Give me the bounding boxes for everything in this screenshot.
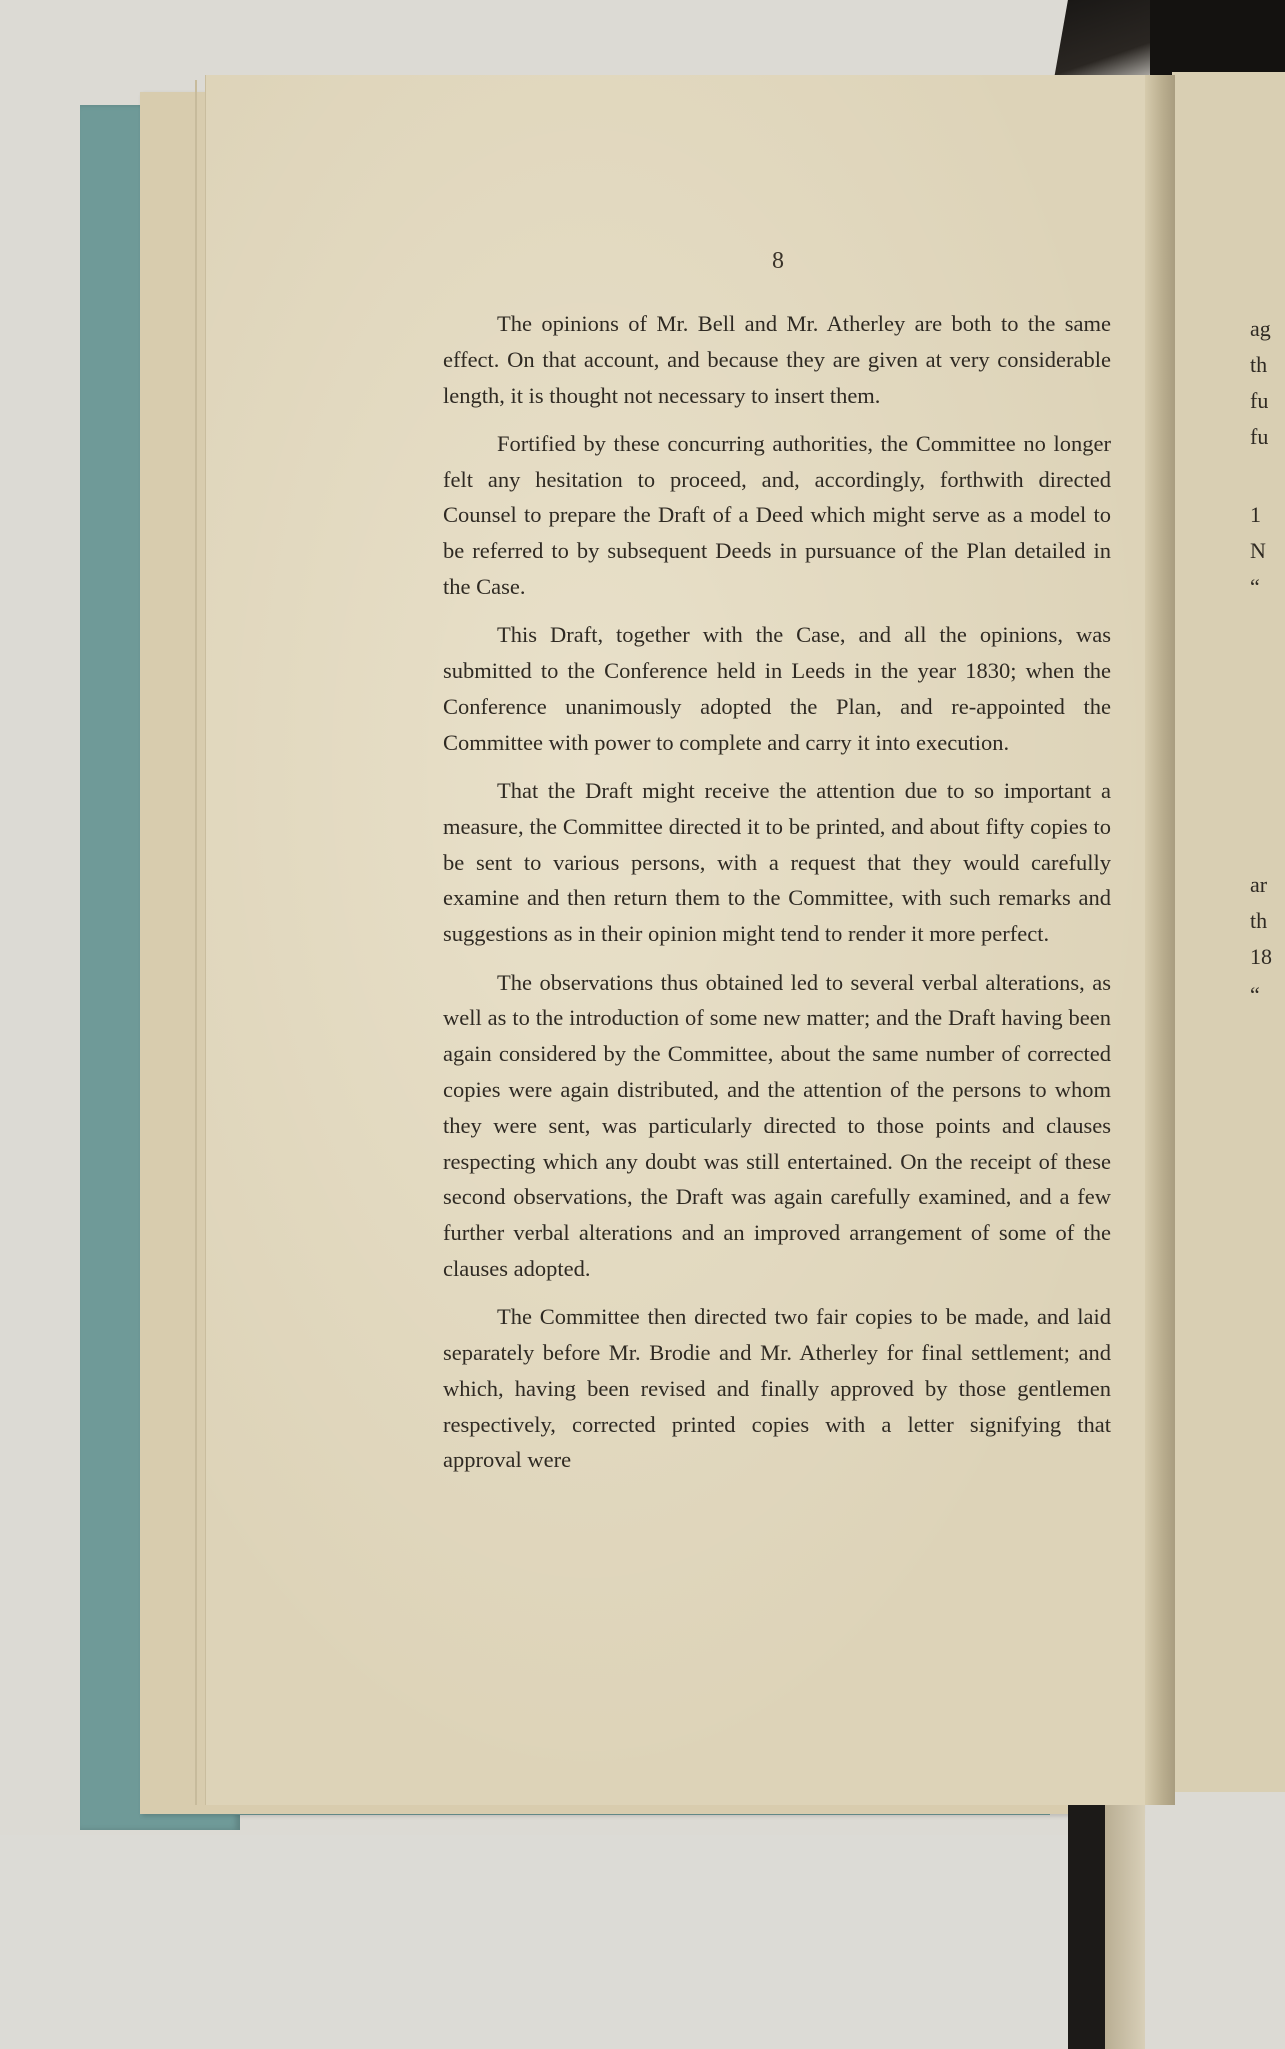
paragraph: That the Draft might receive the attention due to so important a measure, the Committee directed it to be printed, and about fifty copies to be sent to various persons, with a request that they would carefully examine and then return them to the Committee, with such remarks and suggestions as in their opinion might tend to render it more perfect. xyxy=(443,778,1111,947)
scanner-background xyxy=(0,1835,1068,2049)
paragraph: The Committee then directed two fair copies to be made, and laid separately before Mr. Brodie and Mr. Atherley for final settlement; and which, having been revised and finally approved by those gentlemen respectively, corrected printed copies with a letter signifying that approval were xyxy=(443,1304,1111,1473)
page-tab-strip xyxy=(1105,1790,1145,2049)
page-number: 8 xyxy=(772,248,784,274)
facing-page-fragment: th xyxy=(1250,352,1268,377)
paragraph: This Draft, together with the Case, and all the opinions, was submitted to the Conference held in Leeds in the year 1830; when the Conference unanimously adopted the Plan, and re-appointed the Committee with power to complete and carry it into execution. xyxy=(443,622,1111,755)
facing-page-fragment: 18 xyxy=(1250,944,1272,969)
facing-page-fragment: fu xyxy=(1250,424,1269,449)
facing-page-fragment: th xyxy=(1250,908,1268,933)
facing-page-fragment: ag xyxy=(1250,316,1271,341)
facing-page-fragment: 1 xyxy=(1250,502,1261,527)
facing-page-fragment: “ xyxy=(1250,574,1260,599)
book-gutter xyxy=(1145,75,1175,1805)
page-body-text xyxy=(443,306,1111,1491)
paragraph: The observations thus obtained led to several verbal alterations, as well as to the introduction of some new matter; and the Draft having been again considered by the Committee, about the same number of corrected copies were again distributed, and the attention of the persons to whom they were sent, was particularly directed to those points and clauses respecting which any doubt was still entertained. On the receipt of these second observations, the Draft was again carefully examined, and a few further verbal alterations and an improved arrangement of some of the clauses adopted. xyxy=(443,969,1111,1281)
facing-page-fragment: fu xyxy=(1250,388,1269,413)
facing-page-fragment: ar xyxy=(1250,872,1268,897)
paragraph: The opinions of Mr. Bell and Mr. Atherley are both to the same effect. On that account, and because they are given at very considerable length, it is thought not necessary to insert them. xyxy=(443,311,1111,408)
facing-page-fragment: N xyxy=(1250,538,1266,563)
facing-page-fragment: “ xyxy=(1250,982,1260,1007)
paragraph: Fortified by these concurring authorities, the Committee no longer felt any hesitation to proceed, and, accordingly, forthwith directed Counsel to prepare the Draft of a Deed which might serve as a model to be referred to by subsequent Deeds in pursuance of the Plan detailed in the Case. xyxy=(443,430,1111,600)
